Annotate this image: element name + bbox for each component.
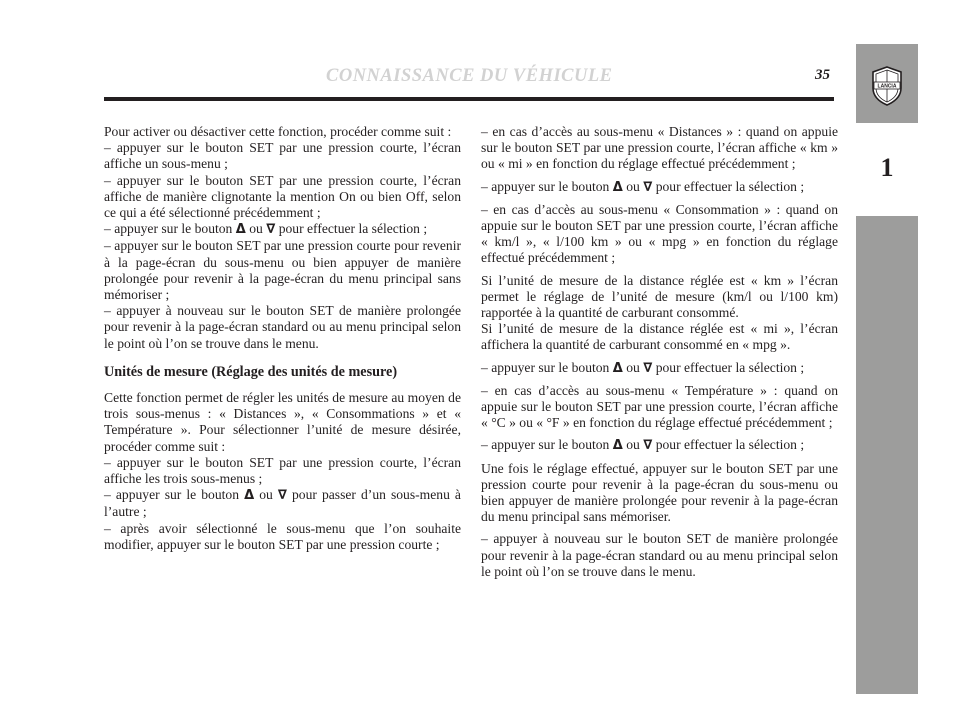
- text: pour effectuer la sélection ;: [655, 178, 805, 194]
- text: – appuyer sur le bouton: [104, 221, 233, 237]
- up-arrow-icon: Δ: [244, 488, 255, 504]
- text: ou: [626, 437, 640, 453]
- down-arrow-icon: ∇: [643, 360, 653, 376]
- paragraph: Si l’unité de mesure de la distance réglée est « mi », l’écran affichera la quantité de carburant consommé en « mpg ».: [481, 321, 838, 353]
- paragraph: [481, 437, 838, 454]
- right-column: [481, 124, 838, 580]
- paragraph: – appuyer à nouveau sur le bouton SET de manière prolongée pour revenir à la page-écran standard ou au menu principal selon le point où l’on se trouve dans le menu.: [481, 531, 838, 579]
- paragraph: – en cas d’accès au sous-menu « Distances » : quand on appuie sur le bouton SET par une pression courte, l’écran affiche « km » ou « mi » en fonction du réglage effectué précédemment ;: [481, 124, 838, 172]
- paragraph: – appuyer sur le bouton SET par une pression courte, l’écran affiche un sous-menu ;: [104, 140, 461, 172]
- chapter-sidebar: [856, 44, 918, 694]
- header-rule: [104, 97, 834, 101]
- text: ou: [626, 178, 640, 194]
- text: – appuyer sur le bouton: [104, 487, 240, 503]
- text: ou: [259, 487, 273, 503]
- paragraph: [104, 487, 461, 520]
- chapter-tab[interactable]: [856, 125, 918, 214]
- text: pour effectuer la sélection ;: [278, 221, 428, 237]
- logo-box: [856, 44, 918, 123]
- chapter-number: 1: [880, 153, 894, 182]
- lancia-logo-icon: [870, 66, 904, 106]
- up-arrow-icon: Δ: [612, 438, 623, 454]
- text: – appuyer sur le bouton: [481, 178, 610, 194]
- paragraph: Cette fonction permet de régler les unités de mesure au moyen de trois sous-menus : « Distances », « Consommations » et « Température ». Pour sélectionner l’unité de mesure désirée, procéder comme suit :: [104, 390, 461, 454]
- paragraph: Une fois le réglage effectué, appuyer sur le bouton SET par une pression courte pour revenir à la page-écran du sous-menu ou bien appuyer de manière prolongée pour revenir à la page-écran du menu principal sans mémoriser.: [481, 460, 838, 525]
- down-arrow-icon: ∇: [643, 438, 653, 454]
- down-arrow-icon: ∇: [277, 488, 287, 504]
- down-arrow-icon: ∇: [643, 179, 653, 195]
- text: pour passer d’un sous-menu à l’autre ;: [104, 487, 461, 520]
- paragraph: [481, 360, 838, 377]
- paragraph: – appuyer sur le bouton SET par une pression courte, l’écran affiche de manière clignotante la mention On ou bien Off, selon ce qui a été sélectionné précédemment ;: [104, 172, 461, 221]
- sidebar-divider: [856, 214, 918, 216]
- down-arrow-icon: ∇: [266, 222, 276, 238]
- section-title: CONNAISSANCE DU VÉHICULE: [326, 66, 613, 86]
- text: ou: [249, 221, 263, 237]
- text: pour effectuer la sélection ;: [655, 437, 805, 453]
- page-number: 35: [815, 67, 830, 83]
- text: ou: [626, 359, 640, 375]
- text: pour effectuer la sélection ;: [655, 359, 805, 375]
- paragraph: – appuyer à nouveau sur le bouton SET de manière prolongée pour revenir à la page-écran standard ou au menu principal selon le point où l’on se trouve dans le menu.: [104, 303, 461, 351]
- paragraph: Si l’unité de mesure de la distance réglée est « km » l’écran permet le réglage de l’unité de mesure (km/l ou l/100 km) rapportée à la quantité de carburant consommé.: [481, 272, 838, 321]
- text: – appuyer sur le bouton: [481, 437, 610, 453]
- paragraph: Pour activer ou désactiver cette fonction, procéder comme suit :: [104, 124, 452, 139]
- logo-text: LANCIA: [877, 83, 897, 90]
- up-arrow-icon: Δ: [612, 360, 623, 376]
- page-header: [104, 64, 834, 104]
- paragraph: [481, 179, 838, 196]
- paragraph: – appuyer sur le bouton SET par une pression courte, l’écran affiche les trois sous-menus ;: [104, 454, 461, 487]
- paragraph: – en cas d’accès au sous-menu « Consommation » : quand on appuie sur le bouton SET par une pression courte, l’écran affiche « km/l », « l/100 km » ou « mpg » en fonction du réglage effectué précédemment ;: [481, 201, 838, 266]
- paragraph: – après avoir sélectionné le sous-menu que l’on souhaite modifier, appuyer sur le bouton SET par une pression courte ;: [104, 520, 461, 552]
- paragraph: – en cas d’accès au sous-menu « Température » : quand on appuie sur le bouton SET par une pression courte, l’écran affiche « °C » ou « °F » en fonction du réglage effectué précédemment ;: [481, 382, 838, 431]
- text: – appuyer sur le bouton: [481, 359, 610, 375]
- up-arrow-icon: Δ: [235, 222, 246, 238]
- left-column: [104, 124, 461, 553]
- up-arrow-icon: Δ: [612, 179, 623, 195]
- section-heading: Unités de mesure (Réglage des unités de mesure): [104, 363, 398, 380]
- paragraph: [104, 221, 461, 238]
- paragraph: – appuyer sur le bouton SET par une pression courte pour revenir à la page-écran du sous-menu ou bien appuyer de manière prolongée pour revenir à la page-écran du menu principal sans mémoriser ;: [104, 238, 461, 303]
